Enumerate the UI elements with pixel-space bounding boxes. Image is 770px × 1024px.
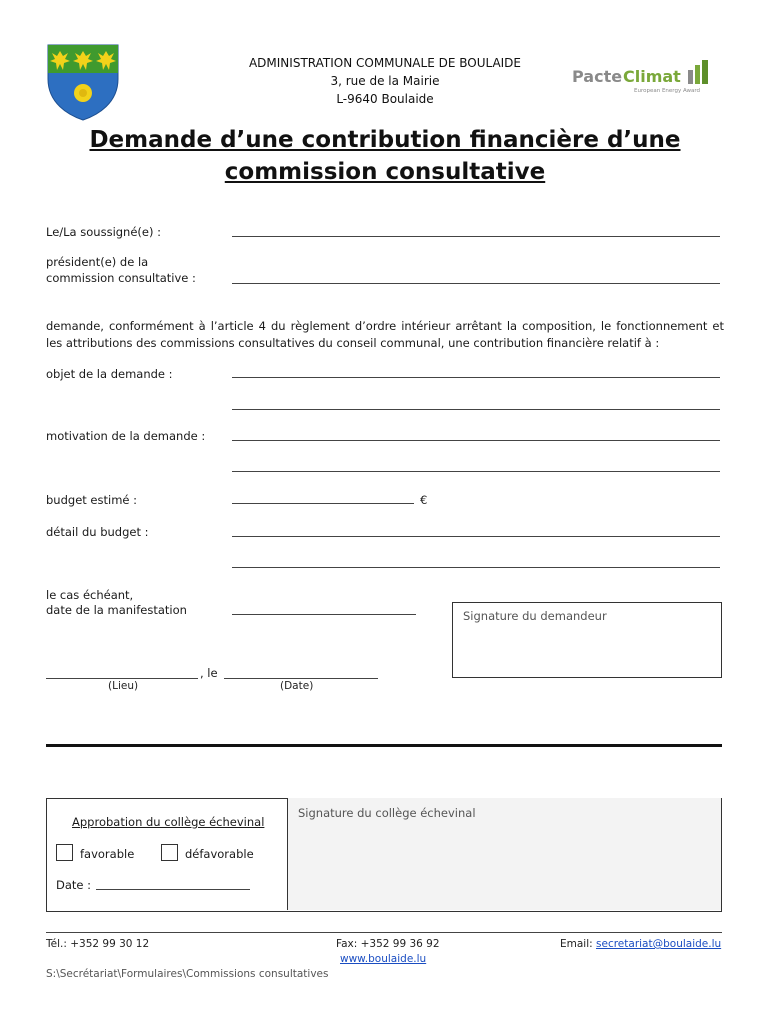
cas-label-1: le cas échéant,	[46, 588, 134, 602]
soussigne-line[interactable]	[232, 236, 720, 237]
svg-text:Pacte: Pacte	[572, 67, 623, 86]
college-date-label: Date :	[56, 878, 92, 892]
detail-label: détail du budget :	[46, 525, 149, 539]
defavorable-checkbox[interactable]	[161, 844, 178, 861]
budget-label: budget estimé :	[46, 493, 138, 507]
motivation-line-1[interactable]	[232, 440, 720, 441]
budget-line[interactable]	[232, 503, 414, 504]
administration-header	[200, 54, 570, 108]
footer-email-link[interactable]: secretariat@boulaide.lu	[596, 938, 722, 950]
approbation-label: Approbation du collège échevinal	[72, 815, 265, 829]
detail-line-2[interactable]	[232, 567, 720, 568]
pacte-climat-logo	[572, 56, 718, 96]
date-caption: (Date)	[280, 680, 314, 692]
college-signature-area[interactable]	[287, 798, 721, 910]
manifestation-date-line[interactable]	[232, 614, 416, 615]
president-label-1: président(e) de la	[46, 255, 149, 269]
footer-email-label: Email:	[560, 938, 593, 950]
footer-email	[560, 938, 721, 950]
signature-demandeur-label: Signature du demandeur	[463, 609, 607, 623]
detail-line-1[interactable]	[232, 536, 720, 537]
college-signature-label: Signature du collège échevinal	[298, 806, 476, 820]
lieu-caption: (Lieu)	[108, 680, 139, 692]
cas-label-2: date de la manifestation	[46, 603, 187, 617]
commune-crest	[46, 43, 120, 121]
request-paragraph: demande, conformément à l’article 4 du règlement d’ordre intérieur arrêtant la composition, le fonctionnement et les attributions des commissions consultatives du conseil communal, une contribution financière relatif à :	[46, 319, 724, 350]
svg-text:Climat: Climat	[623, 67, 681, 86]
date-line[interactable]	[224, 678, 378, 679]
college-date-line[interactable]	[96, 889, 250, 890]
currency-symbol: €	[420, 493, 428, 507]
president-label-2: commission consultative :	[46, 271, 196, 285]
section-divider	[46, 744, 722, 747]
favorable-checkbox[interactable]	[56, 844, 73, 861]
motivation-label: motivation de la demande :	[46, 429, 206, 443]
motivation-line-2[interactable]	[232, 471, 720, 472]
favorable-label: favorable	[80, 847, 135, 861]
lieu-line[interactable]	[46, 678, 198, 679]
footer-website-link[interactable]: www.boulaide.lu	[340, 953, 427, 965]
president-line[interactable]	[232, 283, 720, 284]
footer-tel: Tél.: +352 99 30 12	[46, 938, 150, 950]
svg-text:European Energy Award: European Energy Award	[634, 88, 701, 94]
footer-fax: Fax: +352 99 36 92	[336, 938, 440, 950]
defavorable-label: défavorable	[185, 847, 254, 861]
footer-file-path: S:\Secrétariat\Formulaires\Commissions consultatives	[46, 968, 329, 980]
header-line-1: ADMINISTRATION COMMUNALE DE BOULAIDE	[248, 56, 522, 70]
page-title: Demande d’une contribution financière d’une commission consultative	[89, 127, 681, 185]
header-line-3: L-9640 Boulaide	[336, 92, 434, 106]
lieu-date-separator: , le	[200, 666, 218, 680]
soussigne-label: Le/La soussigné(e) :	[46, 225, 161, 239]
objet-line-1[interactable]	[232, 377, 720, 378]
objet-line-2[interactable]	[232, 409, 720, 410]
header-line-2: 3, rue de la Mairie	[330, 74, 440, 88]
signature-demandeur-box[interactable]	[452, 602, 722, 678]
objet-label: objet de la demande :	[46, 367, 173, 381]
footer-divider	[46, 932, 722, 933]
